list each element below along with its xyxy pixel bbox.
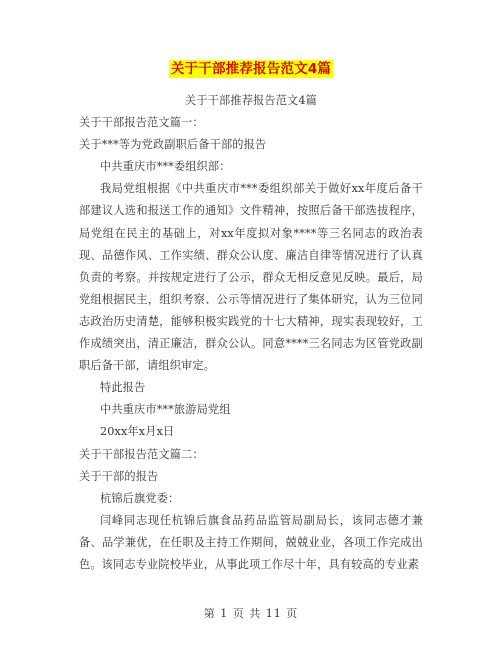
closing-line: 特此报告 [100, 381, 146, 395]
addressee-2: 杭锦后旗党委： [100, 491, 180, 505]
paragraph-1: 我局党组根据《中共重庆市***委组织部关于做好xx年度后备干部建议人选和报送工作的通知》文件精神，按照后备干部选拔程序，局党组在民主的基础上，对xx年度拟对象****等三名同志的政治表现、品德作风、工作实绩、群众公认度、廉洁自律等情况进行了认真负责的考察。并按规定进行了公示，群众无相反意见反映。最后，局党组根据民主，组织考察、公示等情况进行了集体研究，认为三位同志政治历史清楚，能够积极实践党的十七大精神，现实表现较好，工作成绩突出，清正廉洁，群众公认。同意****三名同志为区管党政副职后备干部，请组织审定。 [79, 182, 423, 373]
signature-date: 20xx年x月x日 [100, 425, 175, 439]
signature-org: 中共重庆市***旅游局党组 [100, 403, 231, 417]
report-title-2: 关于干部的报告 [79, 469, 159, 483]
section-heading-2: 关于干部报告范文篇二： [79, 447, 204, 461]
report-title-1: 关于***等为党政副职后备干部的报告 [79, 138, 267, 152]
document-body [79, 90, 423, 576]
addressee-1: 中共重庆市***委组织部： [100, 160, 231, 174]
section-heading-1: 关于干部报告范文篇一： [79, 116, 204, 130]
document-title: 关于干部推荐报告范文4篇 [170, 61, 332, 77]
paragraph-2: 闫峰同志现任杭锦后旗食品药品监管局副局长，该同志德才兼备、品学兼优，在任职及主持工作期间，兢兢业业，各项工作完成出色。该同志专业院校毕业，从事此项工作尽十年，具有较高的专业素 [79, 513, 423, 571]
document-subtitle: 关于干部推荐报告范文4篇 [185, 94, 317, 107]
page-footer: 第 1 页 共 11 页 [203, 607, 299, 620]
title-wrap [0, 58, 502, 78]
